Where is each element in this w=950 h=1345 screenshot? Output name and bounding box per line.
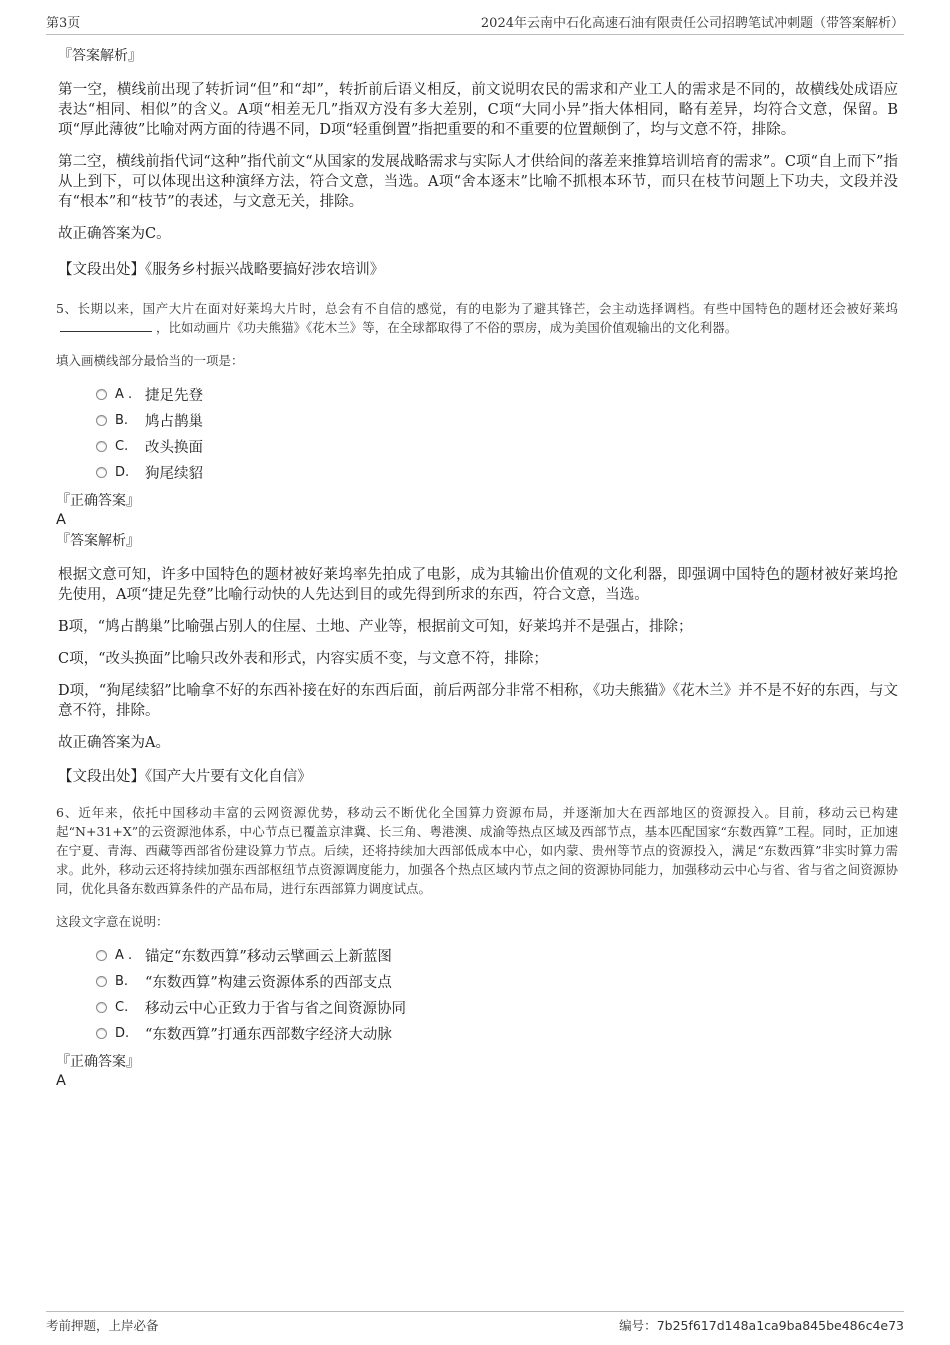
- analysis-paragraph: 第一空，横线前出现了转折词“但”和“却”，转折前后语义相反，前文说明农民的需求和产业工人的需求是不同的，故横线处成语应表达“相同、相似”的含义。A项“相差无几”指双方没有多大差别，C项“大同小异”指大体相同，略有差异，均符合文意，保留。B项“厚此薄彼”比喻对两方面的待遇不同，D项“轻重倒置”指把重要的和不重要的位置颠倒了，均与文意不符，排除。: [58, 82, 898, 138]
- correct-answer: A: [56, 1073, 66, 1089]
- analysis-label: 『答案解析』: [58, 48, 142, 64]
- correct-answer-label: 『正确答案』: [56, 1054, 140, 1070]
- option-b[interactable]: B. 鸠占鹊巢: [96, 407, 898, 433]
- option-a[interactable]: A . 捷足先登: [96, 381, 898, 407]
- page-content: [56, 46, 898, 1090]
- option-b[interactable]: B. “东数西算”构建云资源体系的西部支点: [96, 968, 898, 994]
- footer-slogan: 考前押题，上岸必备: [46, 1318, 159, 1333]
- radio-icon[interactable]: [96, 467, 107, 478]
- question-5-options: [96, 381, 898, 485]
- page-header: [46, 12, 904, 35]
- source-citation: 【文段出处】《国产大片要有文化自信》: [58, 769, 312, 785]
- analysis-paragraph: 第二空，横线前指代词“这种”指代前文“从国家的发展战略需求与实际人才供给间的落差来推算培训培育的需求”。C项“自上而下”指从上到下，可以体现出这种演绎方法，符合文意，当选。A项“舍本逐末”比喻不抓根本环节，而只在枝节问题上下功夫，文段并没有“根本”和“枝节”的表述，与文意无关，排除。: [58, 154, 898, 210]
- question-5-text: 5、长期以来，国产大片在面对好莱坞大片时，总会有不自信的感觉，有的电影为了避其锋芒，会主动选择调档。有些中国特色的题材还会被好莱坞，比如动画片《功夫熊猫》《花木兰》等，在全球都取得了不俗的票房，成为美国价值观输出的文化利器。: [56, 301, 898, 335]
- correct-answer: A: [56, 512, 66, 528]
- analysis-paragraph: B项，“鸠占鹊巢”比喻强占别人的住屋、土地、产业等，根据前文可知，好莱坞并不是强占，排除；: [58, 619, 693, 635]
- document-title: 2024年云南中石化高速石油有限责任公司招聘笔试冲刺题（带答案解析）: [480, 16, 904, 31]
- radio-icon[interactable]: [96, 389, 107, 400]
- radio-icon[interactable]: [96, 441, 107, 452]
- question-prompt: 填入画横线部分最恰当的一项是：: [56, 353, 244, 368]
- question-6-options: [96, 942, 898, 1046]
- conclusion: 故正确答案为A。: [58, 735, 170, 751]
- option-d[interactable]: D. “东数西算”打通东西部数字经济大动脉: [96, 1020, 898, 1046]
- conclusion: 故正确答案为C。: [58, 226, 171, 242]
- question-6-text: 6、近年来，依托中国移动丰富的云网资源优势，移动云不断优化全国算力资源布局，并逐渐加大在西部地区的资源投入。目前，移动云已构建起“N+31+X”的云资源池体系，中心节点已覆盖京津冀、长三角、粤港澳、成渝等热点区域及西部节点，基本匹配国家“东数西算”工程。同时，正加速在宁夏、青海、西藏等西部省份建设算力节点。后续，还将持续加大西部低成本中心，如内蒙、贵州等节点的资源投入，满足“东数西算”非实时算力需求。此外，移动云还将持续加强东西部枢纽节点资源调度能力，加强各个热点区域内节点之间的资源协同能力，加强移动云中心与省、省与省之间资源协同，优化具备东数西算条件的产品布局，进行东西部算力调度试点。: [56, 805, 898, 896]
- radio-icon[interactable]: [96, 950, 107, 961]
- correct-answer-label: 『正确答案』: [56, 493, 140, 509]
- radio-icon[interactable]: [96, 415, 107, 426]
- radio-icon[interactable]: [96, 976, 107, 987]
- analysis-paragraph: C项，“改头换面”比喻只改外表和形式，内容实质不变，与文意不符，排除；: [58, 651, 548, 667]
- source-citation: 【文段出处】《服务乡村振兴战略要搞好涉农培训》: [58, 262, 385, 278]
- document-code: 编号：7b25f617d148a1ca9ba845be486c4e73: [619, 1318, 904, 1333]
- analysis-label: 『答案解析』: [56, 533, 140, 549]
- page-footer: [46, 1311, 904, 1334]
- question-prompt: 这段文字意在说明：: [56, 914, 169, 929]
- analysis-paragraph: 根据文意可知，许多中国特色的题材被好莱坞率先拍成了电影，成为其输出价值观的文化利器，即强调中国特色的题材被好莱坞抢先使用，A项“捷足先登”比喻行动快的人先达到目的或先得到所求的东西，符合文意，当选。: [58, 567, 898, 603]
- option-c[interactable]: C. 移动云中心正致力于省与省之间资源协同: [96, 994, 898, 1020]
- radio-icon[interactable]: [96, 1002, 107, 1013]
- fill-blank: [60, 319, 152, 332]
- option-d[interactable]: D. 狗尾续貂: [96, 459, 898, 485]
- radio-icon[interactable]: [96, 1028, 107, 1039]
- option-a[interactable]: A . 锚定“东数西算”移动云擘画云上新蓝图: [96, 942, 898, 968]
- analysis-paragraph: D项，“狗尾续貂”比喻拿不好的东西补接在好的东西后面，前后两部分非常不相称，《功夫熊猫》《花木兰》并不是不好的东西，与文意不符，排除。: [58, 683, 898, 719]
- page-number: 第3页: [46, 16, 81, 31]
- option-c[interactable]: C. 改头换面: [96, 433, 898, 459]
